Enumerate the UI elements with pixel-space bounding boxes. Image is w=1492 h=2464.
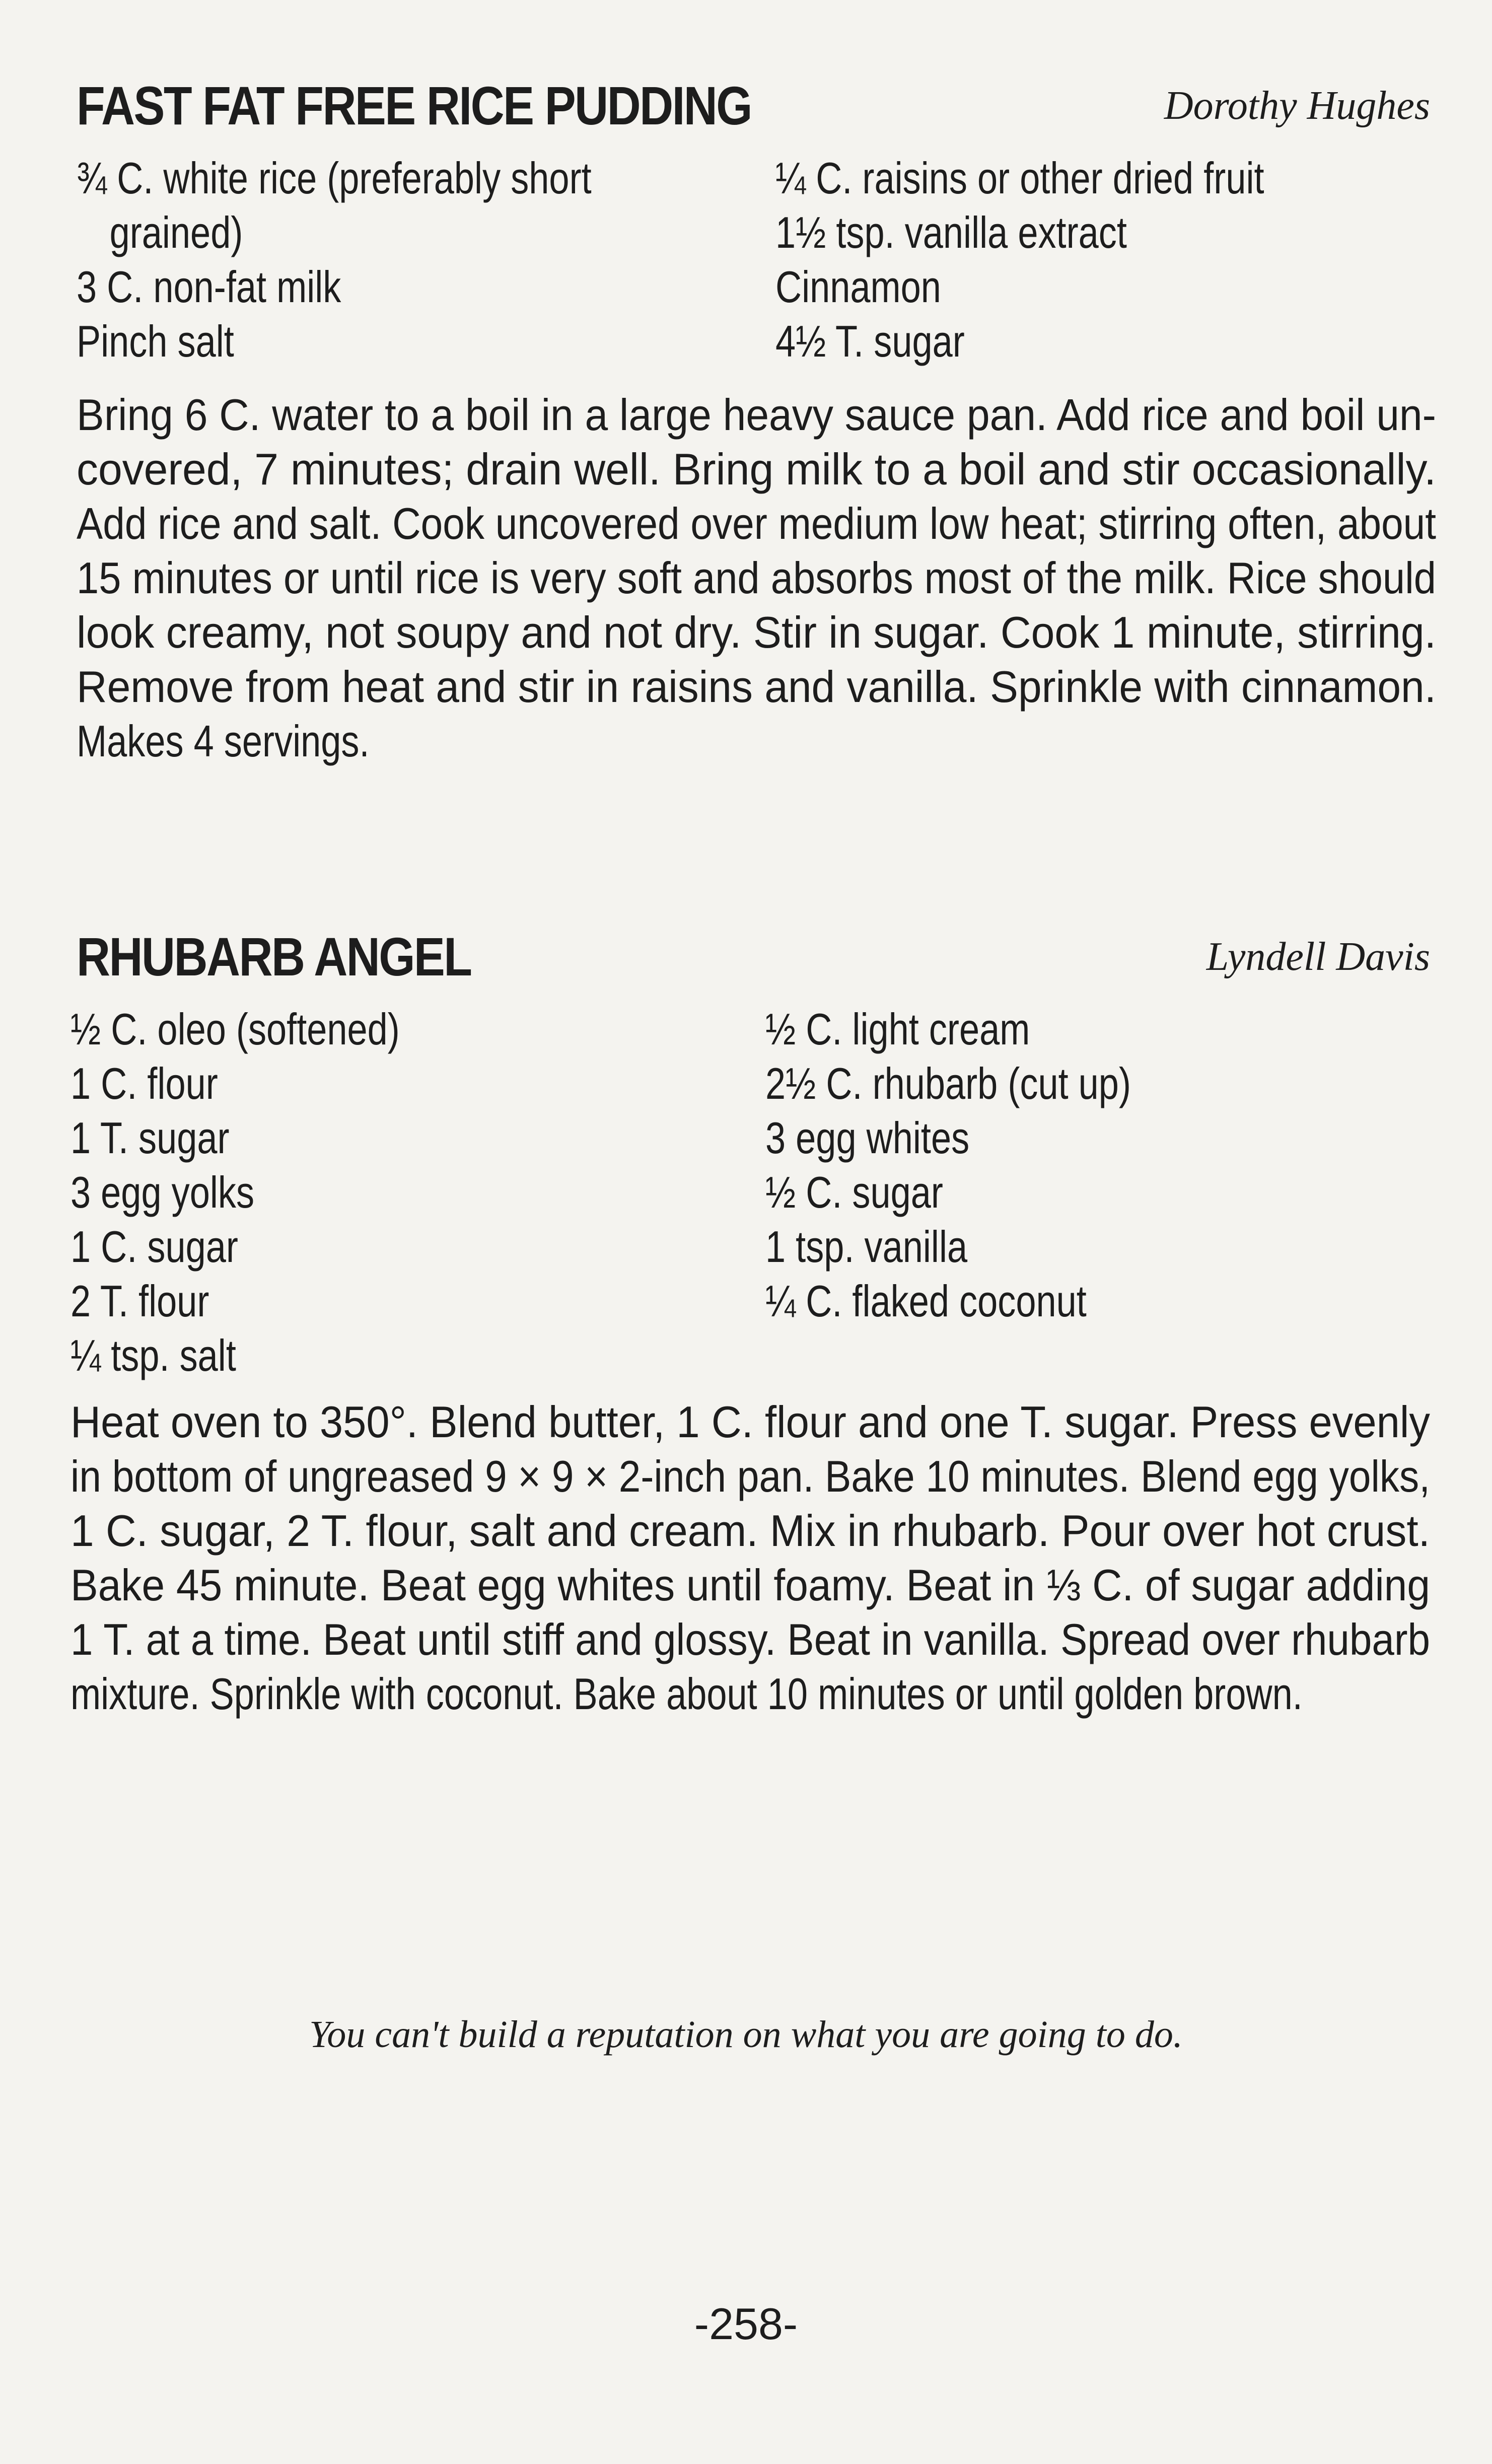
instruction-line: in bottom of ungreased 9 × 9 × 2-inch pan. Bake 10 minutes. Blend egg yolks, bbox=[70, 1451, 1430, 1501]
ingredients bbox=[70, 151, 1430, 388]
recipe-instructions bbox=[70, 388, 1436, 768]
page-number: -258- bbox=[694, 2299, 798, 2349]
ingredient: 3 egg whites bbox=[765, 1113, 970, 1163]
ingredient: Cinnamon bbox=[775, 262, 941, 312]
ingredient: ½ C. oleo (softened) bbox=[70, 1004, 400, 1054]
recipe-author: Dorothy Hughes bbox=[1164, 84, 1430, 128]
ingredient: ¾ C. white rice (preferably short bbox=[77, 153, 592, 203]
ingredient: ½ C. light cream bbox=[765, 1004, 1030, 1054]
recipe-header bbox=[70, 922, 1430, 992]
ingredient: 1½ tsp. vanilla extract bbox=[775, 207, 1127, 257]
ingredient: ¼ tsp. salt bbox=[70, 1330, 236, 1380]
instruction-line: mixture. Sprinkle with coconut. Bake about 10 minutes or until golden brown. bbox=[70, 1669, 1303, 1719]
instruction-line: 15 minutes or until rice is very soft and absorbs most of the milk. Rice should bbox=[77, 553, 1436, 603]
recipe-rhubarb-angel bbox=[70, 922, 1430, 1721]
ingredient: 3 egg yolks bbox=[70, 1167, 255, 1217]
ingredient: 3 C. non-fat milk bbox=[77, 262, 341, 312]
ingredient: 1 tsp. vanilla bbox=[765, 1222, 968, 1272]
ingredient: Pinch salt bbox=[77, 316, 234, 366]
instruction-line: Makes 4 servings. bbox=[77, 716, 370, 766]
ingredient: 1 C. flour bbox=[70, 1059, 218, 1108]
instruction-line: 1 T. at a time. Beat until stiff and glossy. Beat in vanilla. Spread over rhubarb bbox=[70, 1614, 1430, 1664]
instruction-line: Heat oven to 350°. Blend butter, 1 C. flour and one T. sugar. Press evenly bbox=[70, 1397, 1430, 1447]
recipe-title: RHUBARB ANGEL bbox=[77, 926, 471, 987]
recipe-header bbox=[70, 71, 1430, 141]
ingredients-left-column bbox=[77, 151, 704, 369]
recipe-author: Lyndell Davis bbox=[1206, 935, 1430, 979]
recipe-fast-fat-free-rice-pudding bbox=[70, 71, 1436, 768]
ingredients-left-column bbox=[70, 1002, 472, 1383]
ingredient: ½ C. sugar bbox=[765, 1167, 943, 1217]
ingredients-right-column bbox=[775, 151, 1372, 369]
ingredient: 2½ C. rhubarb (cut up) bbox=[765, 1059, 1131, 1108]
ingredient: ¼ C. raisins or other dried fruit bbox=[775, 153, 1264, 203]
ingredient: 4½ T. sugar bbox=[775, 316, 965, 366]
instruction-line: look creamy, not soupy and not dry. Stir in sugar. Cook 1 minute, stirring. bbox=[77, 607, 1436, 657]
recipe-title: FAST FAT FREE RICE PUDDING bbox=[77, 75, 751, 136]
instruction-line: Add rice and salt. Cook uncovered over medium low heat; stirring often, about bbox=[77, 499, 1436, 548]
recipe-instructions bbox=[70, 1395, 1430, 1721]
instruction-line: 1 C. sugar, 2 T. flour, salt and cream. Mix in rhubarb. Pour over hot crust. bbox=[70, 1506, 1430, 1556]
ingredient: 2 T. flour bbox=[70, 1276, 209, 1326]
ingredient: 1 C. sugar bbox=[70, 1222, 238, 1272]
ingredient: 1 T. sugar bbox=[70, 1113, 230, 1163]
instruction-line: Bring 6 C. water to a boil in a large heavy sauce pan. Add rice and boil un- bbox=[77, 390, 1436, 440]
instruction-line: Remove from heat and stir in raisins and vanilla. Sprinkle with cinnamon. bbox=[77, 662, 1436, 712]
ingredients bbox=[70, 1002, 1430, 1395]
instruction-line: Bake 45 minute. Beat egg whites until foamy. Beat in ⅓ C. of sugar adding bbox=[70, 1560, 1430, 1610]
ingredient: ¼ C. flaked coconut bbox=[765, 1276, 1087, 1326]
ingredients-right-column bbox=[765, 1002, 1211, 1328]
footer-quote: You can't build a reputation on what you are going to do. bbox=[309, 2013, 1183, 2056]
instruction-line: covered, 7 minutes; drain well. Bring milk to a boil and stir occasionally. bbox=[77, 444, 1436, 494]
ingredient: grained) bbox=[109, 207, 243, 257]
